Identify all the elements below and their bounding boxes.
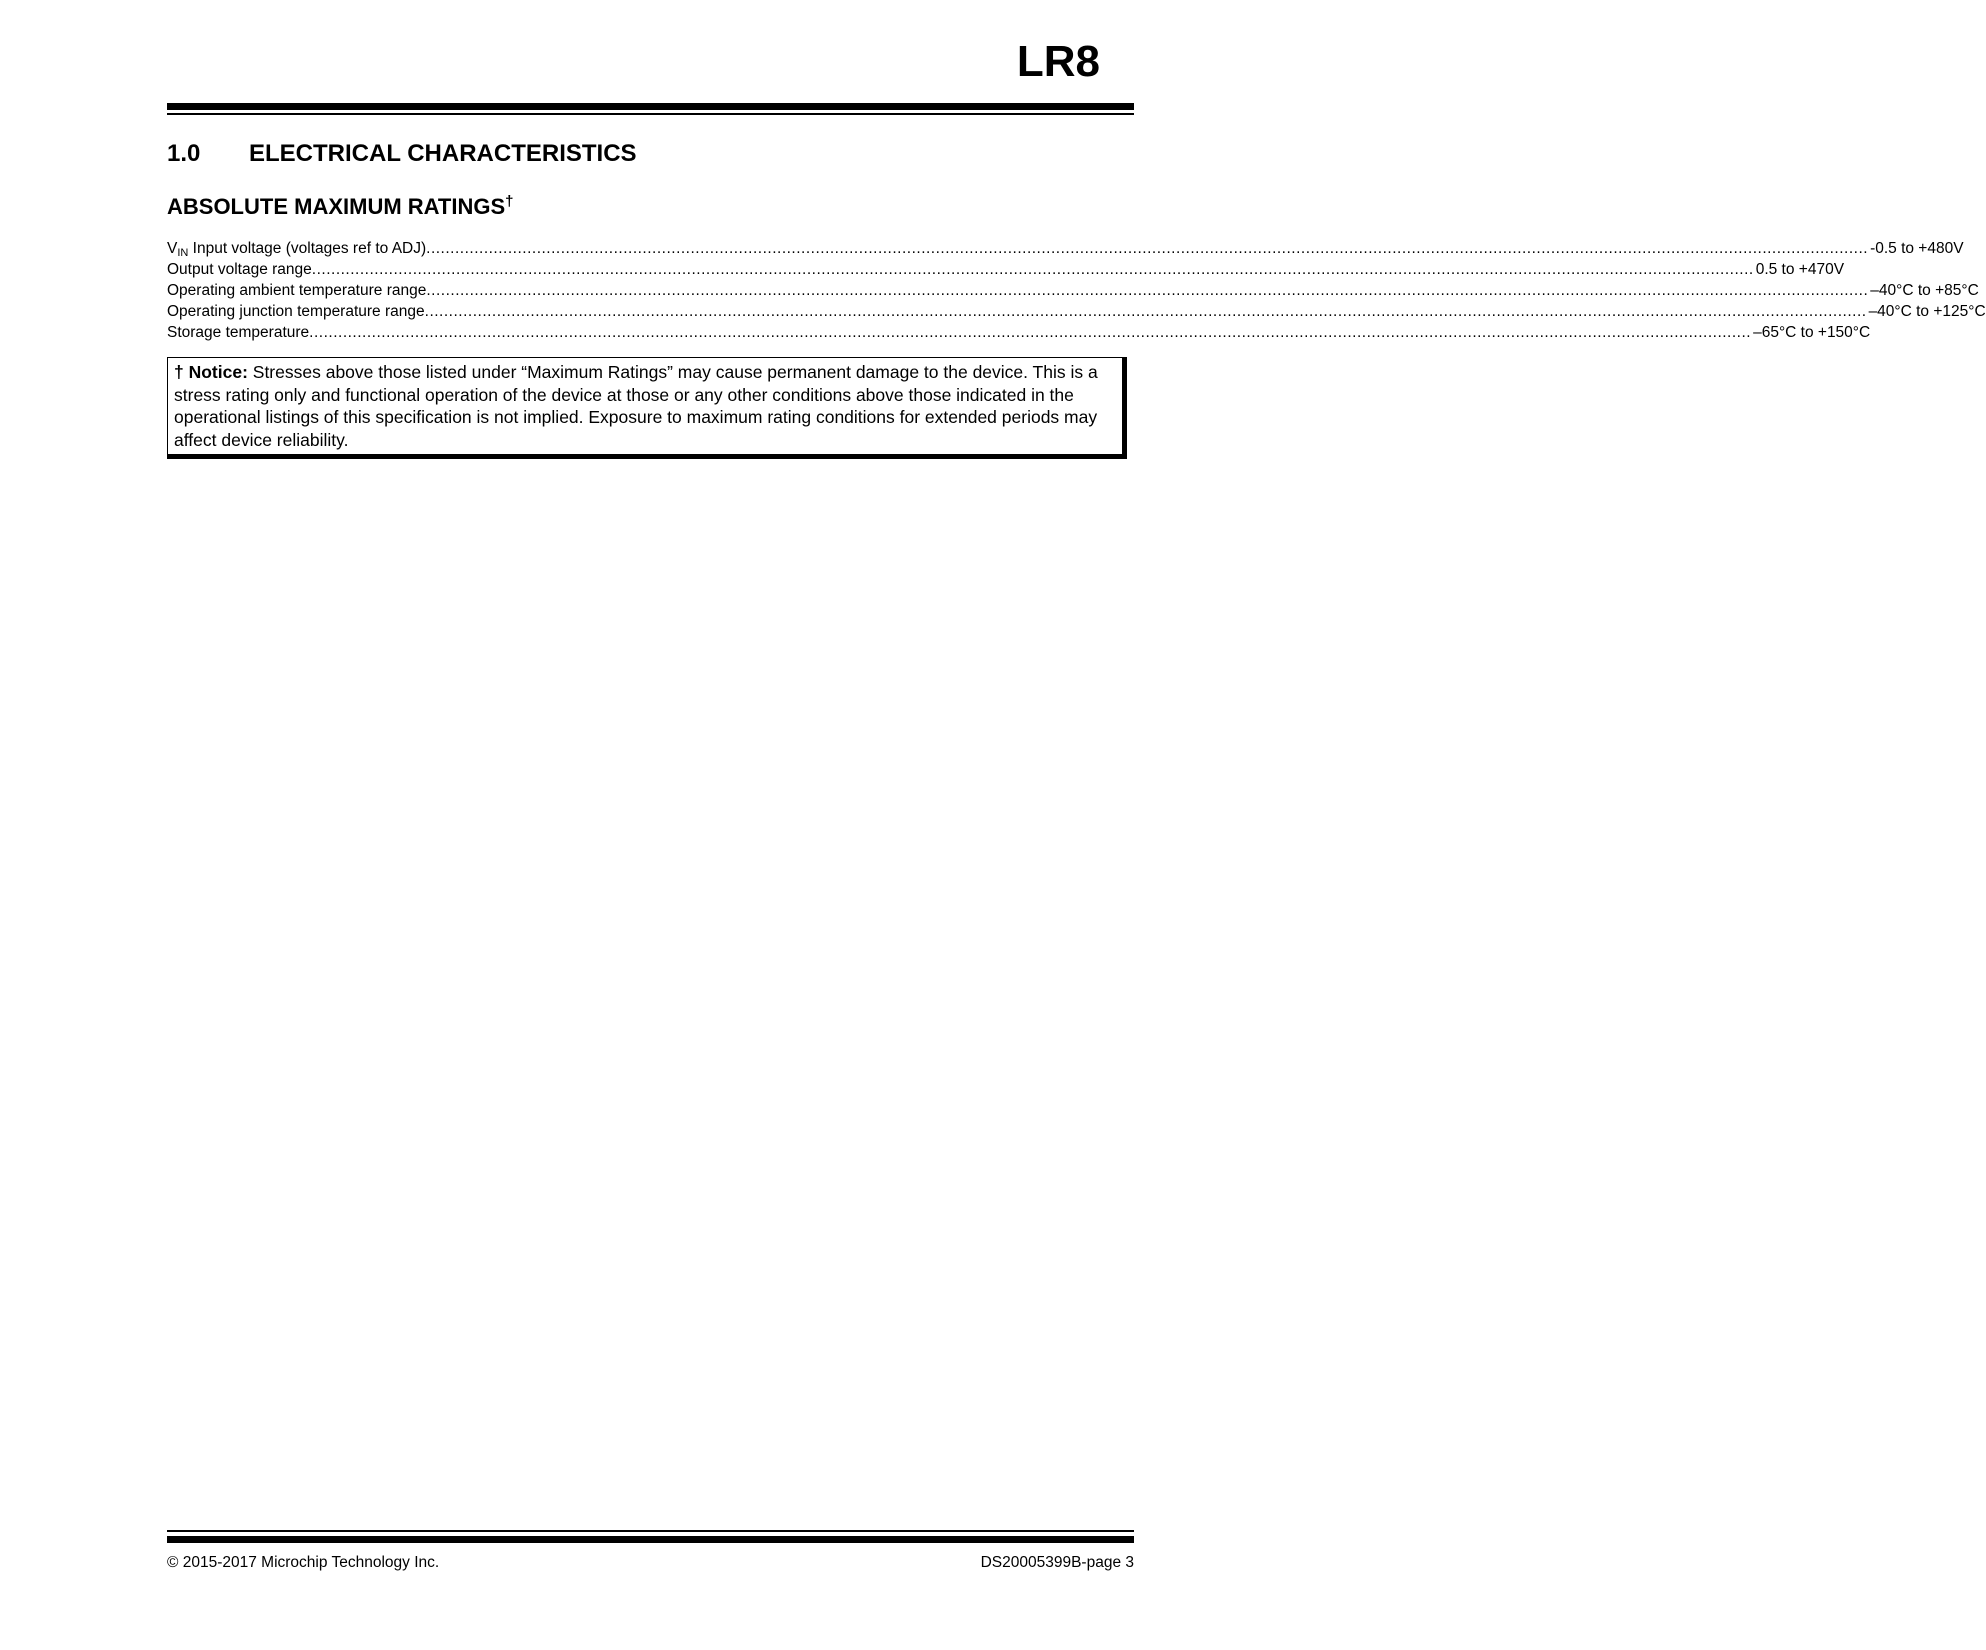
header-rule-thin [167,113,1134,115]
header-rule-thick [167,103,1134,110]
section-title: ELECTRICAL CHARACTERISTICS [249,140,637,167]
notice-box [167,357,1127,459]
footer-rule-thin [167,1530,1134,1532]
rating-label [167,322,309,343]
footer-rule-thick [167,1536,1134,1543]
rating-value: –40°C to +125°C [1868,303,1986,320]
rating-label [167,301,425,322]
dot-leader: ............................................................................................................................................................................................................................................................................................................ [424,303,1867,320]
rating-value: –40°C to +85°C [1870,282,1979,299]
dot-leader: ............................................................................................................................................................................................................................................................................................................ [426,240,1869,257]
product-title: LR8 [1016,37,1100,86]
dot-leader: ............................................................................................................................................................................................................................................................................................................ [426,282,1869,299]
dot-leader: ............................................................................................................................................................................................................................................................................................................ [311,261,1754,278]
footer-copyright: © 2015-2017 Microchip Technology Inc. [167,1554,440,1571]
rating-row [167,322,1871,343]
dot-leader: ............................................................................................................................................................................................................................................................................................................ [309,324,1752,341]
ratings-heading [167,193,514,219]
rating-row [167,280,1979,301]
rating-label-text: Output voltage range [167,261,312,278]
ratings-list [167,238,1986,343]
rating-label-text: Operating ambient temperature range [167,282,427,299]
section-heading [167,142,637,166]
footer-page-number: DS20005399B-page 3 [980,1554,1134,1571]
rating-label-text: Input voltage (voltages ref to ADJ) [188,240,427,257]
notice-lead: † Notice: [174,362,248,382]
section-number: 1.0 [167,140,201,167]
notice-text: Stresses above those listed under “Maximum Ratings” may cause permanent damage to the device. This is a stress rating only and functional operation of the device at those or any other conditions above those indicated in the operational listings of this specification is not implied. Exposure to maximum rating conditions for extended periods may affect device reliability. [174,362,1098,450]
rating-row [167,238,1964,259]
rating-label [167,280,426,301]
rating-value: –65°C to +150°C [1753,324,1871,341]
ratings-heading-text: ABSOLUTE MAXIMUM RATINGS [167,194,506,219]
rating-label-text: Operating junction temperature range [167,303,425,320]
rating-value: 0.5 to +470V [1755,261,1845,278]
rating-row [167,259,1845,280]
rating-label [167,259,312,280]
ratings-heading-dagger: † [505,193,514,210]
rating-value: -0.5 to +480V [1870,240,1964,257]
rating-row [167,301,1986,322]
rating-label [167,238,426,259]
rating-label-subscript: IN [177,247,189,259]
rating-label-prefix: V [167,240,178,257]
rating-label-text: Storage temperature [167,324,310,341]
